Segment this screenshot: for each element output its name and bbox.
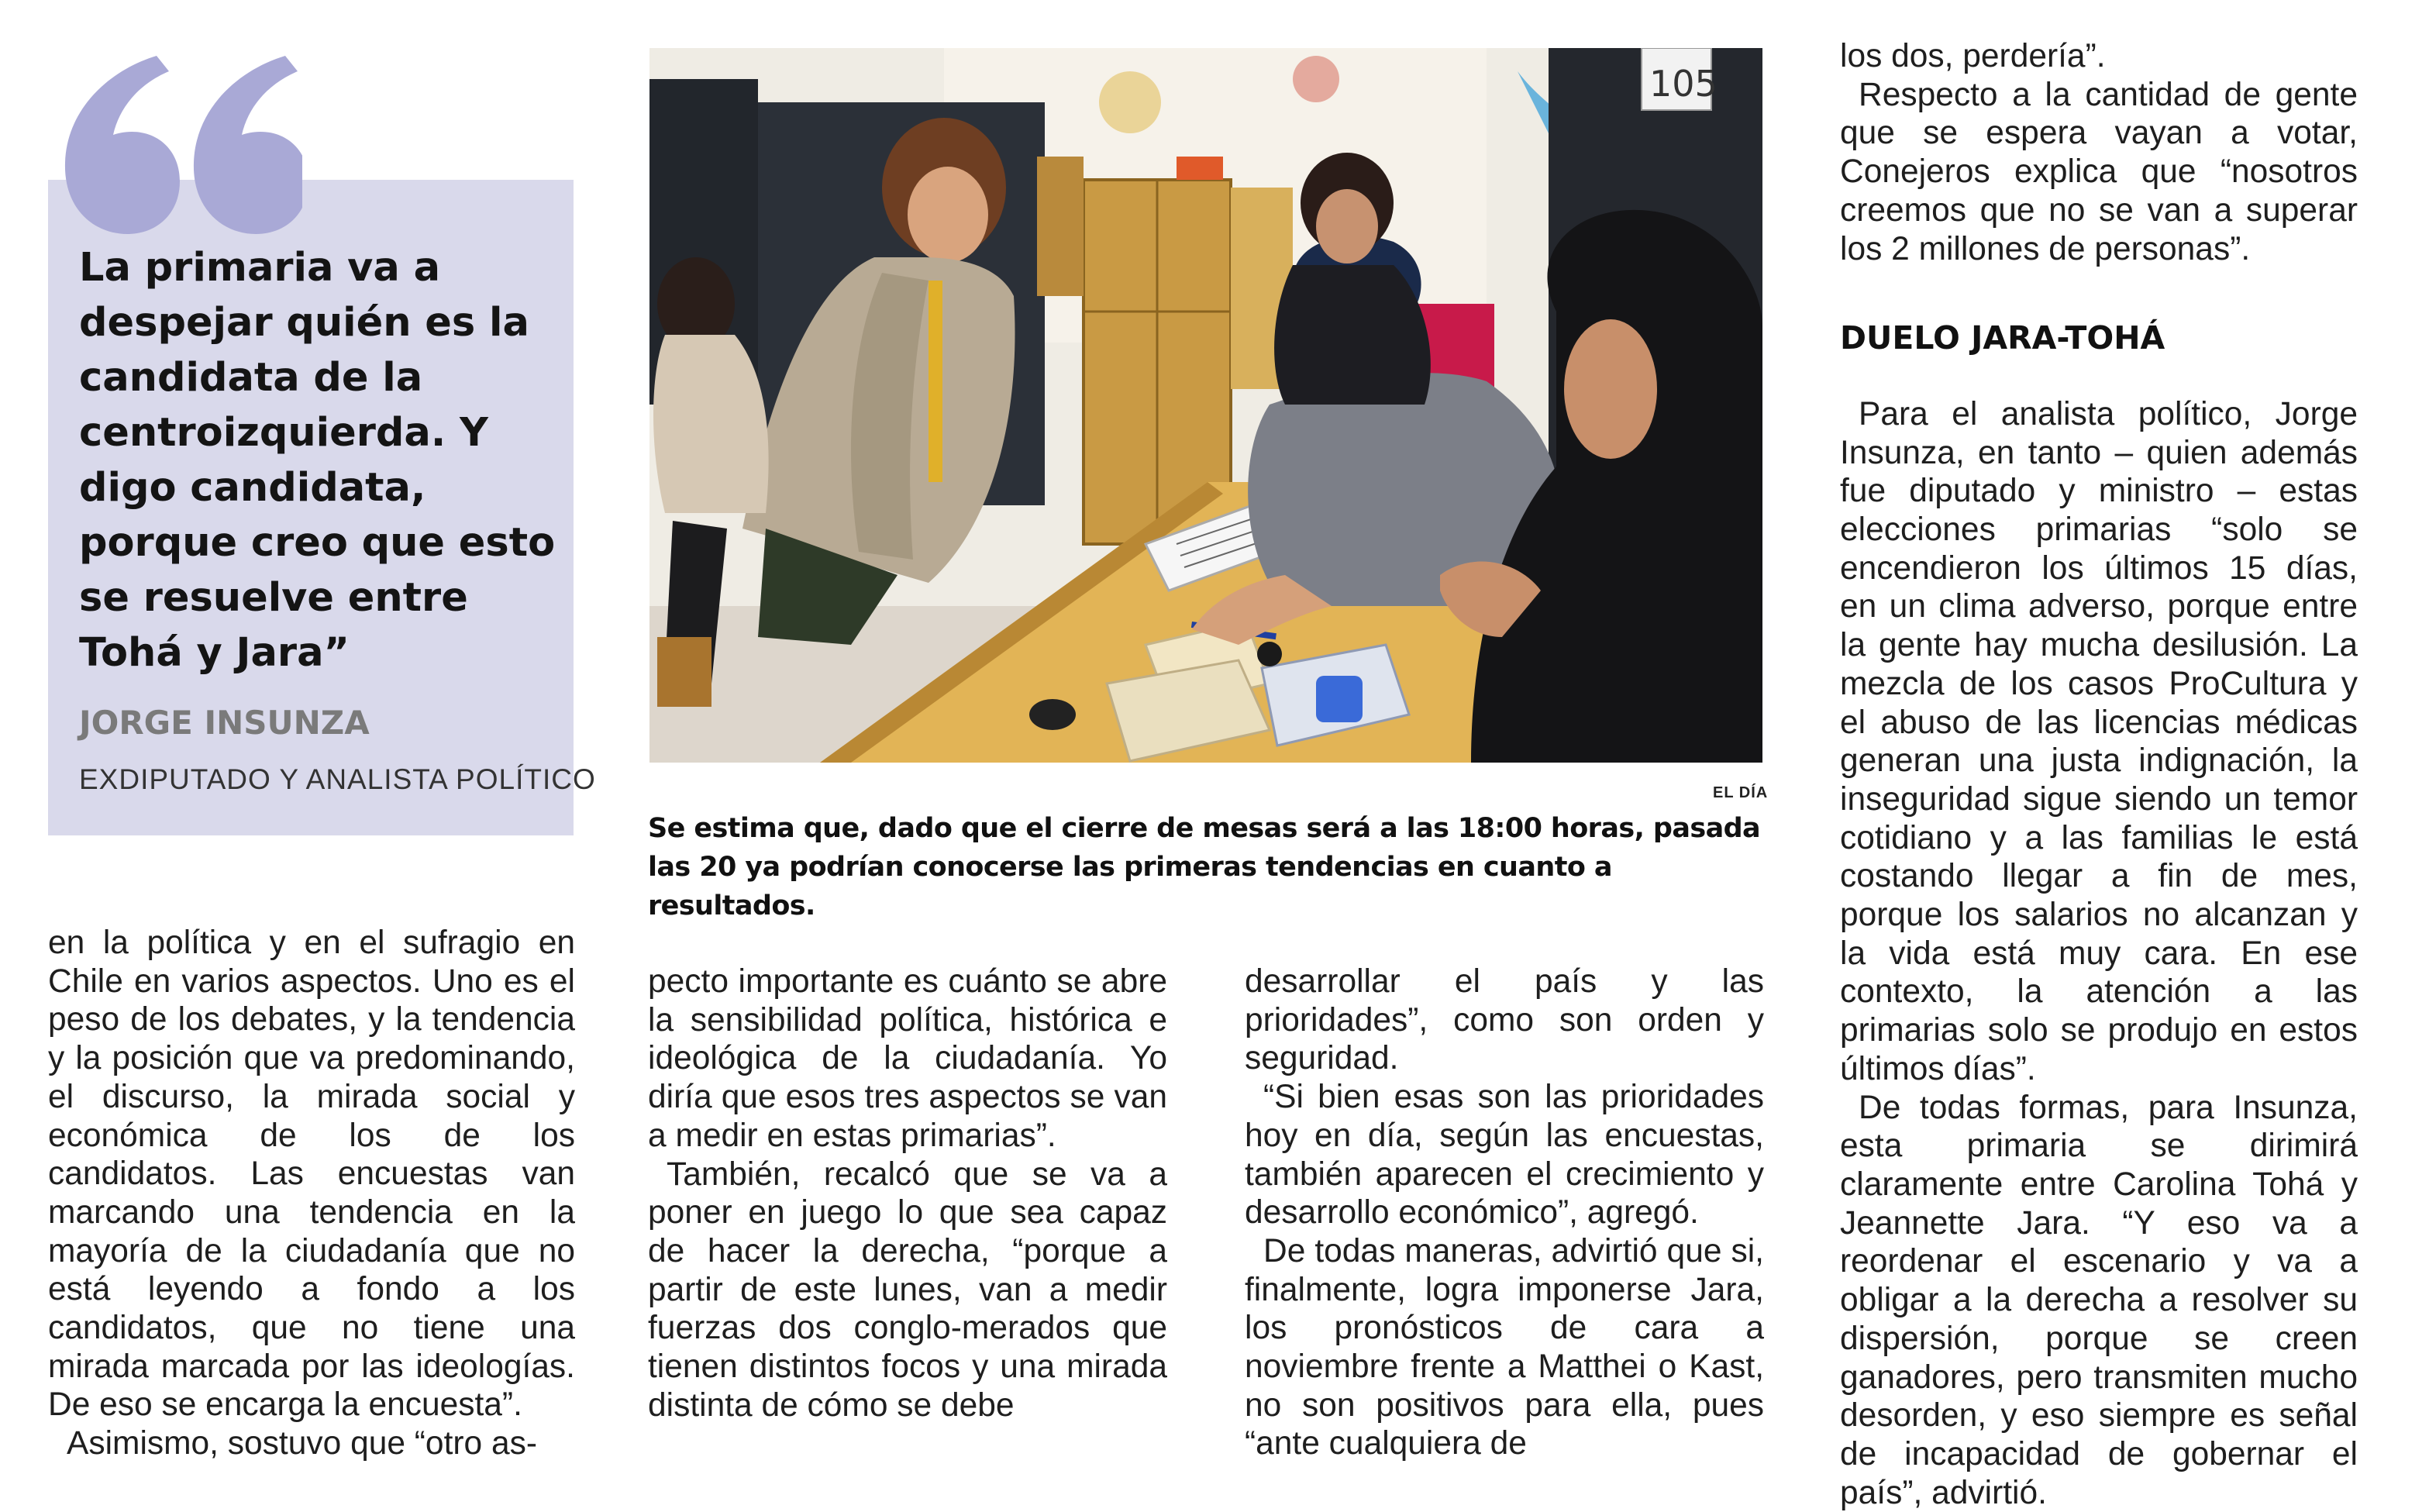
pull-quote-author: JORGE INSUNZA (79, 704, 370, 742)
article-column-4 (1840, 37, 2358, 1512)
pull-quote-text: La primaria va a despejar quién es la candidata de la centroizquierda. Y digo candidata, porque creo que esto se resuelve entre Tohá y Jara” (79, 245, 556, 676)
paragraph: De todas formas, para Insunza, esta primaria se dirimirá claramente entre Carolina Tohá y Jeannette Jara. “Y eso va a reordenar el escenario y va a obligar a la derecha a resolver su dispersión, porque se creen ganadores, pero transmiten mucho desorden, y eso siempre es señal de incapacidad de gobernar el país”, advirtió. (1840, 1089, 2358, 1511)
polling-station-photo (649, 48, 1762, 763)
paragraph: Respecto a la cantidad de gente que se espera vayan a votar, Conejeros explica que “nosotros creemos que no se van a superar los 2 millones de personas”. (1840, 76, 2358, 267)
pull-quote-role: EXDIPUTADO Y ANALISTA POLÍTICO (79, 763, 596, 795)
paragraph: pecto importante es cuánto se abre la sensibilidad política, histórica e ideológica de la ciudadanía. Yo diría que esos tres aspectos se van a medir en estas primarias”. (648, 963, 1167, 1154)
news-photo (649, 48, 1762, 763)
article-column-3 (1245, 963, 1764, 1463)
photo-credit: EL DÍA (1713, 784, 1769, 801)
paragraph: los dos, perdería”. (1840, 38, 2106, 74)
paragraph: desarrollar el país y las prioridades”, como son orden y seguridad. (1245, 963, 1764, 1077)
article-column-1 (48, 924, 575, 1463)
paragraph: De todas maneras, advirtió que si, finalmente, logra imponerse Jara, los pronósticos de cara a noviembre frente a Matthei o Kast, no son positivos para ella, pues “ante cualquiera de (1245, 1232, 1764, 1462)
section-subhead: DUELO JARA-TOHÁ (1840, 319, 2165, 357)
quote-marks-icon (39, 15, 302, 248)
article-column-2 (648, 963, 1167, 1424)
photo-caption: Se estima que, dado que el cierre de mesas será a las 18:00 horas, pasada las 20 ya podrían conocerse las primeras tendencias en cuanto a resultados. (648, 813, 1761, 921)
paragraph: También, recalcó que se va a poner en juego lo que sea capaz de hacer la derecha, “porque a partir de este lunes, van a medir fuerzas dos conglo-merados que tienen distintos focos y una mirada distinta de cómo se debe (648, 1156, 1167, 1424)
paragraph: Para el analista político, Jorge Insunza, en tanto – quien además fue diputado y ministro – estas elecciones primarias “solo se encendieron los últimos 15 días, en un clima adverso, porque entre la gente hay mucha desilusión. La mezcla de los casos ProCultura y el abuso de las licencias médicas generan una justa indignación, la inseguridad sigue siendo un temor cotidiano y a las familias le está costando llegar a fin de mes, porque los salarios no alcanzan y la vida está muy cara. En ese contexto, la atención a las primarias solo se produjo en estos últimos días”. (1840, 395, 2358, 1087)
paragraph: Asimismo, sostuvo que “otro as- (67, 1425, 538, 1462)
paragraph: en la política y en el sufragio en Chile en varios aspectos. Uno es el peso de los debates, y la tendencia y la posición que va predominando, el discurso, la mirada social y económica de los de los candidatos. Las encuestas van marcando una tendencia en la mayoría de la ciudadanía que no está leyendo a fondo a los candidatos, que no tiene una mirada marcada por las ideologías. De eso se encarga la encuesta”. (48, 925, 575, 1424)
photo-sign-number: 105 (1649, 63, 1718, 105)
paragraph: “Si bien esas son las prioridades hoy en día, según las encuestas, también aparecen el crecimiento y desarrollo económico”, agregó. (1245, 1079, 1764, 1231)
